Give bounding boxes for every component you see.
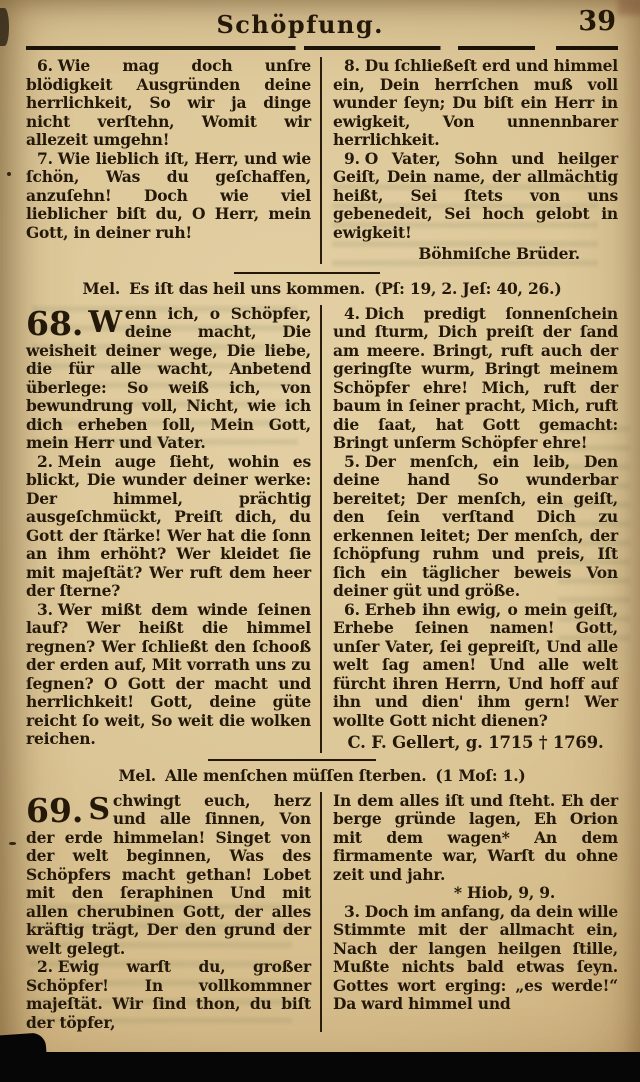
verse-text: In dem alles iſt und ſteht. Eh der berge gründe lagen, Eh Orion mit dem wagen* An dem firmamente war, Warſt du ohne zeit und jahr. — [333, 790, 618, 884]
scan-corner-mark — [0, 8, 9, 46]
verse-number: 2. — [37, 957, 53, 976]
verse-text: Doch im anfang, da dein wille Stimmte mit der allmacht ein, Nach der langen heilgen ſtille, Mußte nichts bald etwas ſeyn. Gottes wort erging: „es werde!“ Da ward himmel und — [333, 901, 618, 1013]
verse-number: 5. — [344, 451, 360, 471]
hymn-69-verse-2 — [26, 958, 311, 1032]
verse-text: Wie lieblich iſt, Herr, und wie ſchön, Was du geſchaffen, anzuſehn! Doch wie viel lieblicher biſt du, O Herr, mein Gott, in deiner ruh! — [26, 148, 311, 242]
right-column — [320, 305, 618, 753]
header-rule — [26, 46, 618, 50]
verse-9 — [333, 150, 618, 243]
hymn-68-verse-3 — [26, 601, 311, 749]
verse-text: Du ſchließeſt erd und himmel ein, Dein herrſchen muß voll wunder ſeyn; Du biſt ein Herr in ewigkeit, Von unnennbarer herrlichkeit. — [333, 56, 618, 149]
hymn-68-verse-5 — [333, 453, 618, 601]
hymn-68-columns — [26, 305, 618, 753]
verse-text: Der menſch, ein leib, Den deine hand So wunderbar bereitet; Der menſch, ein geiſt, den ſein verſtand Dich zu erkennen leitet; Der menſch, der ſchöpfung ruhm und preis, Iſt ſich ein täglicher beweis Von deiner güt und größe. — [333, 451, 618, 600]
hymn-69-columns — [26, 792, 618, 1033]
left-column — [26, 792, 320, 1033]
ink-speck — [9, 842, 16, 845]
melody-line-69 — [26, 766, 618, 785]
attribution-bohmische-bruder: Böhmiſche Brüder. — [418, 244, 580, 263]
verse-text: Mein auge ſieht, wohin es blickt, Die wunder deiner werke: Der himmel, prächtig ausgeſchmückt, Preiſt dich, du Gott der ſtärke! Wer hat die ſonn an ihm erhöht? Wer kleidet ſie mit majeſtät? Wer ruft dem heer der ſterne? — [26, 451, 311, 600]
verse-text: Ewig warſt du, großer Schöpfer! In vollkommner majeſtät. Wir ſind thon, du biſt der töpfer, — [26, 957, 311, 1032]
scan-edge-strip — [0, 1052, 640, 1082]
hymn-continuation-columns — [26, 57, 618, 264]
scripture-reference: (Pſ: 19, 2. Jeſ: 40, 26.) — [374, 278, 562, 298]
verse-number: 9. — [344, 148, 360, 168]
page-header — [26, 8, 618, 44]
hymn-number: 69. — [26, 790, 84, 830]
melody-label: Mel. — [82, 278, 121, 298]
hymn-68-verse-6 — [333, 601, 618, 731]
drop-cap-initial: W — [88, 304, 122, 340]
verse-number: 3. — [37, 599, 53, 619]
drop-cap-initial: S — [88, 791, 110, 827]
hymn-68-verse-2 — [26, 453, 311, 601]
verse-text: enn ich, o Schöpfer, deine macht, Die weisheit deiner wege, Die liebe, die für alle wacht, Anbetend überlege: So weiß ich, von bewundrung voll, Nicht, wie ich dich erheben ſoll, Mein Gott, mein Herr und Vater. — [26, 303, 311, 452]
page-title: Schöpfung. — [216, 10, 384, 39]
hymn-68-verse-4 — [333, 305, 618, 453]
hymn-69-verse-2-continuation — [333, 792, 618, 885]
verse-number: 7. — [37, 148, 53, 168]
verse-number: 2. — [37, 451, 53, 471]
hymn-number: 68. — [26, 303, 84, 343]
verse-8 — [333, 57, 618, 150]
section-divider — [208, 759, 376, 761]
verse-number: 6. — [37, 56, 53, 75]
verse-text: Wie mag doch unſre blödigkeit Ausgründen deine herrlichkeit, So wir ja dinge nicht verſtehn, Womit wir allezeit umgehn! — [26, 56, 311, 149]
verse-text: O Vater, Sohn und heilger Geiſt, Dein name, der allmächtig heißt, Sei ſtets von uns gebenedeit, Sei hoch gelobt in ewigkeit! — [333, 148, 618, 242]
scripture-reference: (1 Moſ: 1.) — [435, 765, 526, 785]
verse-number: 6. — [344, 599, 360, 619]
attribution-gellert: C. F. Gellert, g. 1715 † 1769. — [347, 733, 604, 752]
melody-tune: Alle menſchen müſſen ſterben. — [164, 765, 427, 785]
right-column — [320, 57, 618, 264]
melody-tune: Es iſt das heil uns kommen. — [129, 278, 366, 298]
hymn-68-verse-1 — [26, 305, 311, 453]
hymn-69-verse-3 — [333, 903, 618, 1014]
verse-number: 8. — [344, 56, 360, 75]
hymn-69-verse-1 — [26, 792, 311, 959]
section-divider — [234, 272, 380, 274]
verse-text: Wer mißt dem winde ſeinen lauf? Wer heißt die himmel regnen? Wer ſchließt den ſchooß der erden auf, Mit vorrath uns zu ſegnen? O Gott der macht und herrlichkeit! Gott, deine güte reicht ſo weit, So weit die wolken reichen. — [26, 599, 311, 748]
scan-smudge — [618, 0, 640, 15]
ink-speck — [7, 172, 11, 176]
verse-number: 3. — [344, 901, 360, 921]
verse-text: Erheb ihn ewig, o mein geiſt, Erhebe ſeinen namen! Gott, unſer Vater, ſei gepreiſt, Und alle welt ſag amen! Und alle welt fürcht ihren Herrn, Und hoff auf ihn und dien' ihm gern! Wer wollte Gott nicht dienen? — [333, 599, 618, 730]
left-column — [26, 57, 320, 264]
melody-line-68 — [26, 279, 618, 298]
footnote-hiob: * Hiob, 9, 9. — [453, 883, 556, 902]
verse-6 — [26, 57, 311, 150]
verse-text: Dich predigt ſonnenſchein und ſturm, Dich preiſt der ſand am meere. Bringt, ruft auch der geringſte wurm, Bringt meinem Schöpfer ehre! Mich, ruft der baum in ſeiner pracht, Mich, ruft die ſaat, hat Gott gemacht: Bringt unſerm Schöpfer ehre! — [333, 303, 618, 452]
page-number: 39 — [578, 6, 616, 37]
verse-text: chwingt euch, herz und alle ſinnen, Von der erde himmelan! Singet von der welt beginnen, Was des Schöpfers macht gethan! Lobet mit den ſeraphinen Und mit allen cherubinen Gott, der alles kräftig trägt, Der den grund der welt gelegt. — [26, 790, 311, 958]
verse-number: 4. — [344, 303, 360, 323]
melody-label: Mel. — [118, 765, 156, 785]
left-column — [26, 305, 320, 753]
verse-7 — [26, 150, 311, 243]
right-column — [320, 792, 618, 1033]
